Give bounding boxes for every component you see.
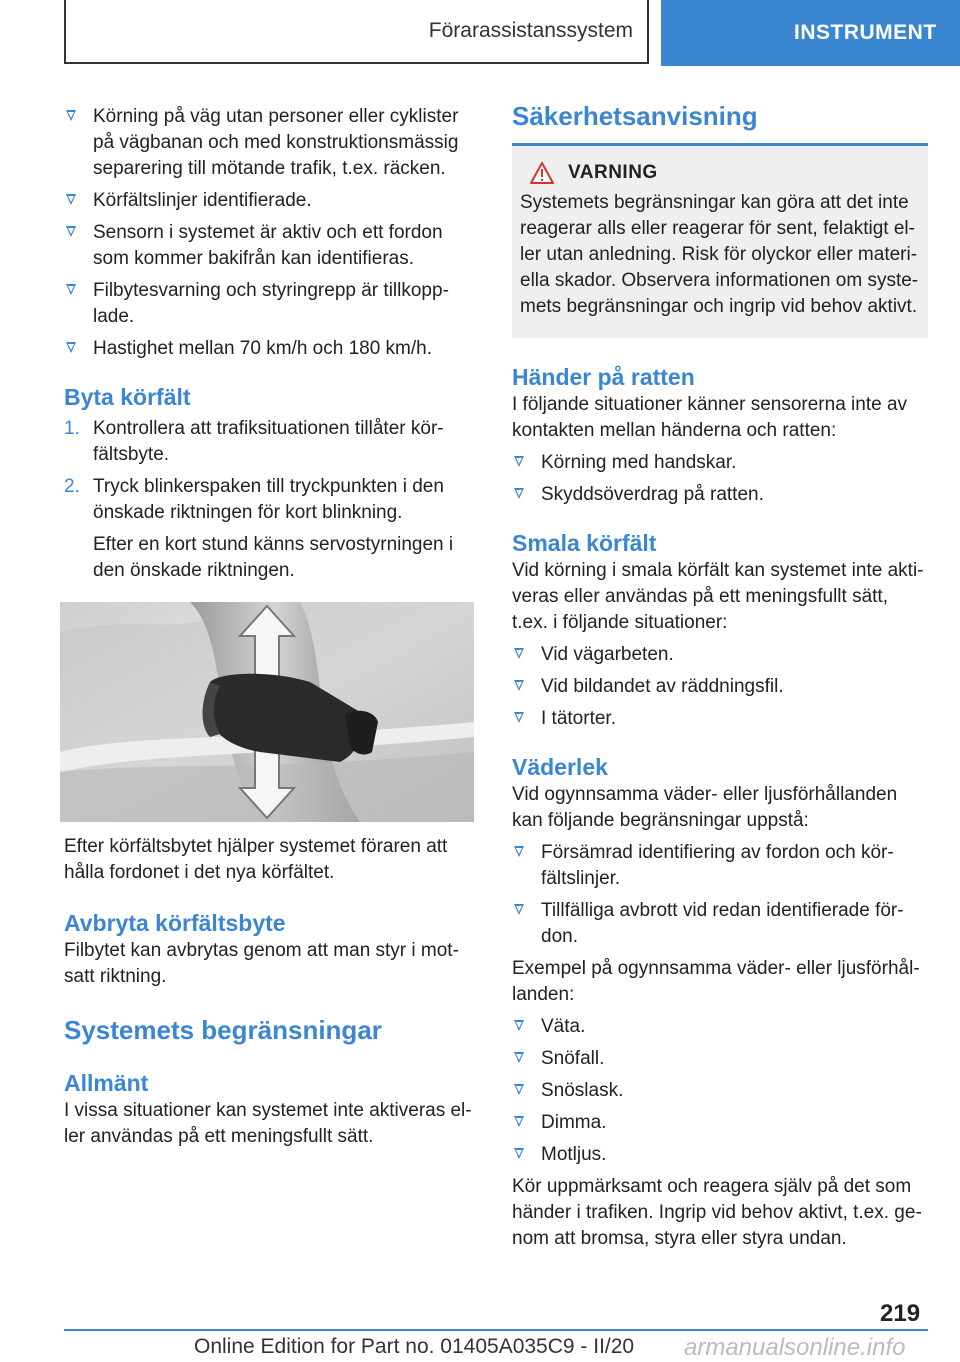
list-item: Körfältslinjer identifierade. xyxy=(64,188,476,214)
allmant-heading: Allmänt xyxy=(64,1070,149,1096)
lever-illustration xyxy=(60,602,474,822)
steps-list xyxy=(64,416,476,526)
footer-edition: Online Edition for Part no. 01405A035C9 - II/20 xyxy=(194,1335,635,1358)
triangle-bullet-icon xyxy=(514,1084,524,1095)
warning-header xyxy=(520,162,920,184)
triangle-bullet-icon xyxy=(514,1052,524,1063)
smala-list xyxy=(512,642,928,732)
smala-heading: Smala körfält xyxy=(512,530,657,556)
header-section-title: Förarassistanssystem xyxy=(428,19,633,42)
warning-box xyxy=(512,146,928,338)
list-item: Försämrad identifiering av fordon och körfältslinjer. xyxy=(512,840,928,892)
vaderlek-heading: Väderlek xyxy=(512,754,608,780)
vaderlek-list xyxy=(512,840,928,950)
warning-title: VARNING xyxy=(568,162,658,183)
footer-rule xyxy=(64,1329,928,1331)
triangle-bullet-icon xyxy=(66,194,76,205)
triangle-bullet-icon xyxy=(514,680,524,691)
list-item: Väta. xyxy=(512,1014,928,1040)
list-item: Körning med handskar. xyxy=(512,450,928,476)
warning-text: Systemets begränsningar kan göra att det inte reagerar alls eller reagerar för sent, felaktigt eller utan anledning. Risk för olyckor eller materiella skador. Observera informationen om systemets begränsningar och ingrip vid behov aktivt. xyxy=(520,192,919,317)
list-item: Filbytesvarning och styringrepp är tillkopplade. xyxy=(64,278,476,330)
conditions-list xyxy=(64,104,476,362)
triangle-bullet-icon xyxy=(514,456,524,467)
avbryta-heading: Avbryta körfältsbyte xyxy=(64,910,286,936)
triangle-bullet-icon xyxy=(514,648,524,659)
list-item: Vid vägarbeten. xyxy=(512,642,928,668)
vaderlek-text: Vid ogynnsamma väder- eller ljusförhållanden kan följande begränsningar uppstå: xyxy=(512,784,898,831)
triangle-bullet-icon xyxy=(514,1148,524,1159)
header-chapter-title: INSTRUMENT xyxy=(794,21,937,44)
triangle-bullet-icon xyxy=(514,904,524,915)
exempel-text: Exempel på ogynnsamma väder- eller ljusförhållanden: xyxy=(512,958,920,1005)
final-text: Kör uppmärksamt och reagera själv på det som händer i trafiken. Ingrip vid behov aktivt, t.ex. genom att bromsa, styra eller styra undan. xyxy=(512,1176,922,1249)
list-item: Motljus. xyxy=(512,1142,928,1168)
hander-list xyxy=(512,450,928,508)
allmant-text: I vissa situationer kan systemet inte aktiveras eller användas på ett meningsfullt sätt. xyxy=(64,1100,472,1147)
list-item: I tätorter. xyxy=(512,706,928,732)
list-item: Sensorn i systemet är aktiv och ett fordon som kommer bakifrån kan identifieras. xyxy=(64,220,476,272)
footer-watermark: armanualsonline.info xyxy=(684,1334,906,1361)
list-item: Dimma. xyxy=(512,1110,928,1136)
triangle-bullet-icon xyxy=(66,226,76,237)
avbryta-text: Filbytet kan avbrytas genom att man styr i motsatt riktning. xyxy=(64,940,459,987)
warning-triangle-icon xyxy=(530,162,554,184)
list-item: Körning på väg utan personer eller cyklister på vägbanan och med konstruktionsmässig separering till mötande trafik, t.ex. räcken. xyxy=(64,104,476,182)
step-item: 1. Kontrollera att trafiksituationen tillåter körfältsbyte. xyxy=(64,418,444,465)
triangle-bullet-icon xyxy=(514,1020,524,1031)
header-section-tab xyxy=(64,0,649,64)
after-photo-text: Efter körfältsbytet hjälper systemet föraren att hålla fordonet i det nya körfältet. xyxy=(64,836,448,883)
list-item: Skyddsöverdrag på ratten. xyxy=(512,482,928,508)
list-item: Snöslask. xyxy=(512,1078,928,1104)
step-item: 2. Tryck blinkerspaken till tryckpunkten i den önskade riktningen för kort blinkning. xyxy=(64,476,444,523)
list-item: Hastighet mellan 70 km/h och 180 km/h. xyxy=(64,336,476,362)
triangle-bullet-icon xyxy=(66,342,76,353)
triangle-bullet-icon xyxy=(514,488,524,499)
turn-signal-lever-photo xyxy=(60,602,474,822)
list-item: Snöfall. xyxy=(512,1046,928,1072)
triangle-bullet-icon xyxy=(66,110,76,121)
exempel-list xyxy=(512,1014,928,1168)
hander-text: I följande situationer känner sensorerna inte av kontakten mellan händerna och ratten: xyxy=(512,394,908,441)
right-column xyxy=(512,100,928,1252)
list-item: Tillfälliga avbrott vid redan identifierade fördon. xyxy=(512,898,928,950)
triangle-bullet-icon xyxy=(514,1116,524,1127)
triangle-bullet-icon xyxy=(514,712,524,723)
triangle-bullet-icon xyxy=(514,846,524,857)
step-continuation: Efter en kort stund känns servostyrningen i den önskade riktningen. xyxy=(93,534,454,581)
left-column xyxy=(64,100,476,1150)
byta-korfalt-heading: Byta körfält xyxy=(64,384,191,410)
hander-heading: Händer på ratten xyxy=(512,364,695,390)
page-number: 219 xyxy=(880,1300,921,1327)
list-item: Vid bildandet av räddningsfil. xyxy=(512,674,928,700)
systemets-begransningar-heading: Systemets begränsningar xyxy=(64,1015,382,1045)
header-chapter-tab xyxy=(661,0,960,66)
sakerhetsanvisning-heading: Säkerhetsanvisning xyxy=(512,101,758,131)
triangle-bullet-icon xyxy=(66,284,76,295)
smala-text: Vid körning i smala körfält kan systemet inte aktiveras eller användas på ett meningsfullt sätt, t.ex. i följande situationer: xyxy=(512,560,924,633)
